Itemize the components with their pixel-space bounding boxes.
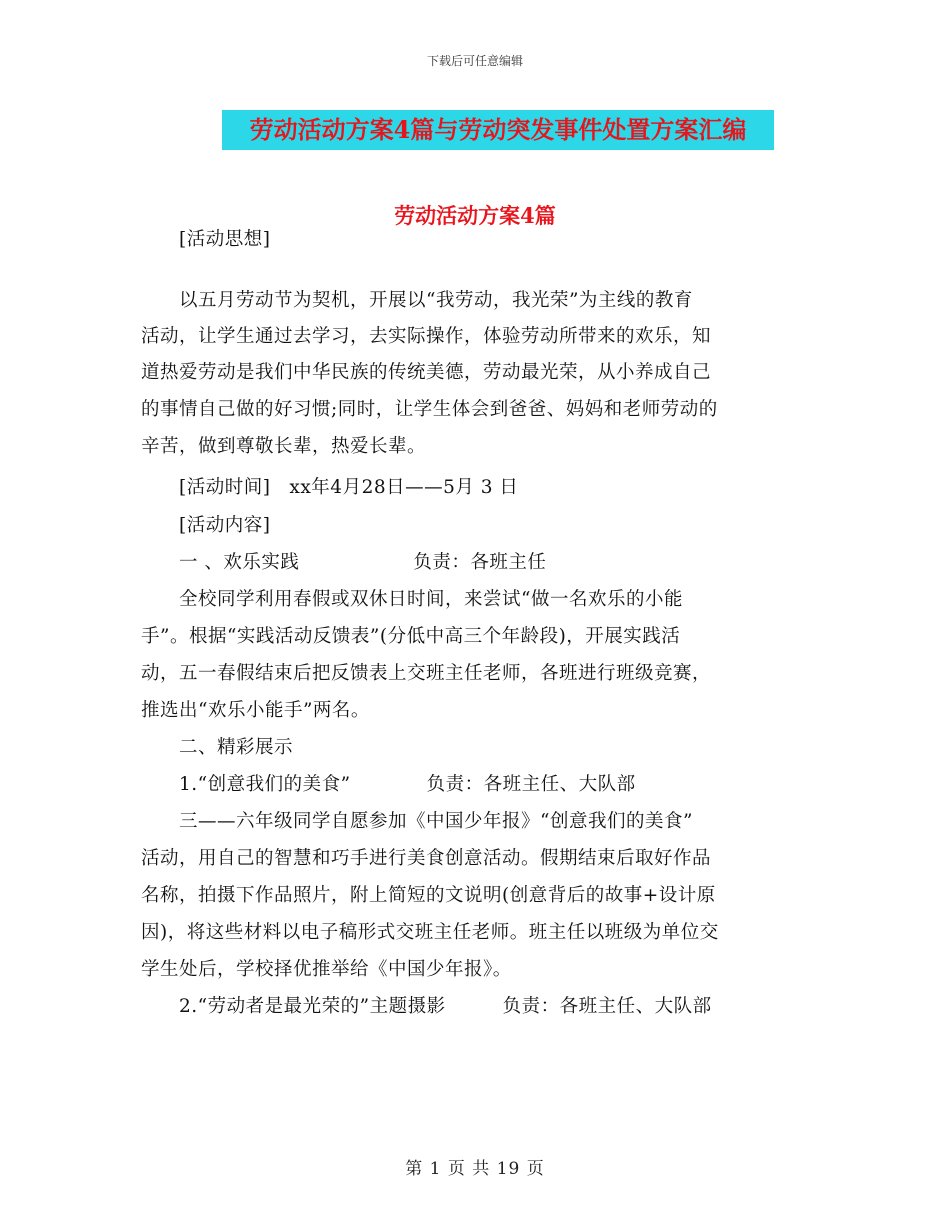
paragraph-line: 因)，将这些材料以电子稿形式交班主任老师。班主任以班级为单位交 — [141, 922, 719, 943]
header-note: 下载后可任意编辑 — [426, 54, 523, 68]
paragraph-line: 学生处后，学校择优推举给《中国少年报》。 — [141, 959, 512, 980]
paragraph-line: 活动，让学生通过去学习，去实际操作，体验劳动所带来的欢乐，知 — [141, 326, 712, 347]
paragraph-line: 2.“劳动者是最光荣的”主题摄影 负责：各班主任、大队部 — [141, 996, 712, 1017]
paragraph-line: 二、精彩展示 — [141, 737, 294, 758]
paragraph-line: [活动时间] xx年4月28日——5月 3 日 — [141, 477, 519, 498]
paragraph-line: 1.“创意我们的美食” 负责：各班主任、大队部 — [141, 774, 636, 795]
paragraph-line: 名称，拍摄下作品照片，附上简短的文说明(创意背后的故事+设计原 — [141, 885, 716, 906]
paragraph-line: 全校同学利用春假或双休日时间，来尝试“做一名欢乐的小能 — [141, 589, 683, 610]
paragraph-line: 一 、欢乐实践 负责：各班主任 — [141, 552, 547, 573]
main-title-container — [222, 110, 774, 150]
paragraph-line: 手”。根据“实践活动反馈表”(分低中高三个年龄段)，开展实践活 — [141, 626, 681, 647]
section-title: 劳动活动方案4篇 — [394, 203, 556, 228]
paragraph-line: 以五月劳动节为契机，开展以“我劳动，我光荣”为主线的教育 — [141, 290, 693, 311]
paragraph-line: [活动内容] — [141, 515, 271, 536]
main-title: 劳动活动方案4篇与劳动突发事件处置方案汇编 — [222, 110, 774, 150]
page-number-footer: 第 1 页 共 19 页 — [405, 1159, 545, 1179]
paragraph-line: 的事情自己做的好习惯;同时，让学生体会到爸爸、妈妈和老师劳动的 — [141, 399, 718, 420]
paragraph-line: [活动思想] — [141, 229, 271, 250]
paragraph-line: 动，五一春假结束后把反馈表上交班主任老师，各班进行班级竞赛， — [141, 663, 712, 684]
paragraph-line: 三——六年级同学自愿参加《中国少年报》“创意我们的美食” — [141, 811, 693, 832]
paragraph-line: 推选出“欢乐小能手”两名。 — [141, 700, 370, 721]
paragraph-line: 辛苦，做到尊敬长辈，热爱长辈。 — [141, 436, 427, 457]
paragraph-line: 活动，用自己的智慧和巧手进行美食创意活动。假期结束后取好作品 — [141, 848, 712, 869]
paragraph-line: 道热爱劳动是我们中华民族的传统美德，劳动最光荣，从小养成自己 — [141, 362, 712, 383]
